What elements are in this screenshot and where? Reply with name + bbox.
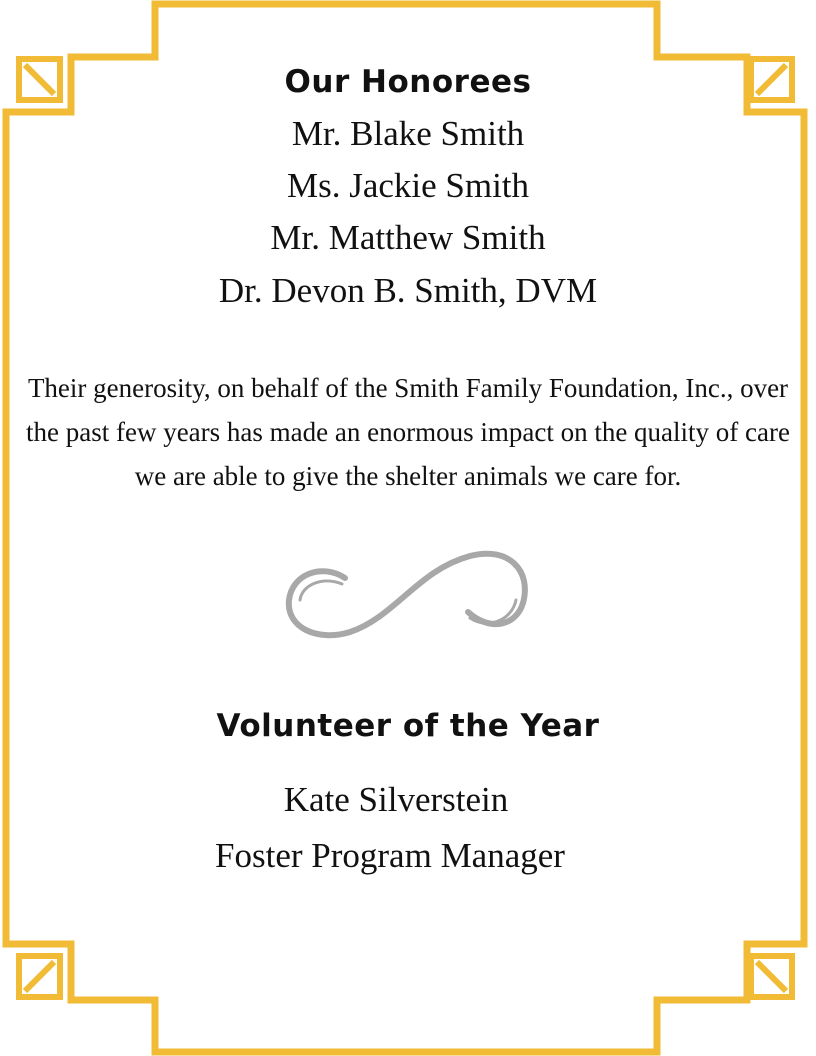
- honoree-name: Dr. Devon B. Smith, DVM: [218, 271, 598, 310]
- scroll-flourish: [289, 554, 525, 636]
- tribute-paragraph: Their generosity, on behalf of the Smith Family Foundation, Inc., over the past few years has made an enormous impact on the quality of care we are able to give the shelter animals we care for.: [26, 373, 790, 491]
- corner-ornament-bottom-right: [751, 956, 792, 997]
- volunteer-name: Kate Silverstein: [283, 780, 509, 819]
- honoree-name: Mr. Blake Smith: [291, 114, 525, 153]
- honorees-heading: Our Honorees: [284, 64, 532, 100]
- volunteer-role: Foster Program Manager: [215, 836, 565, 875]
- volunteer-heading: Volunteer of the Year: [216, 708, 600, 744]
- corner-ornament-bottom-left: [19, 956, 60, 997]
- honoree-name: Mr. Matthew Smith: [270, 218, 546, 257]
- honoree-name: Ms. Jackie Smith: [286, 166, 530, 205]
